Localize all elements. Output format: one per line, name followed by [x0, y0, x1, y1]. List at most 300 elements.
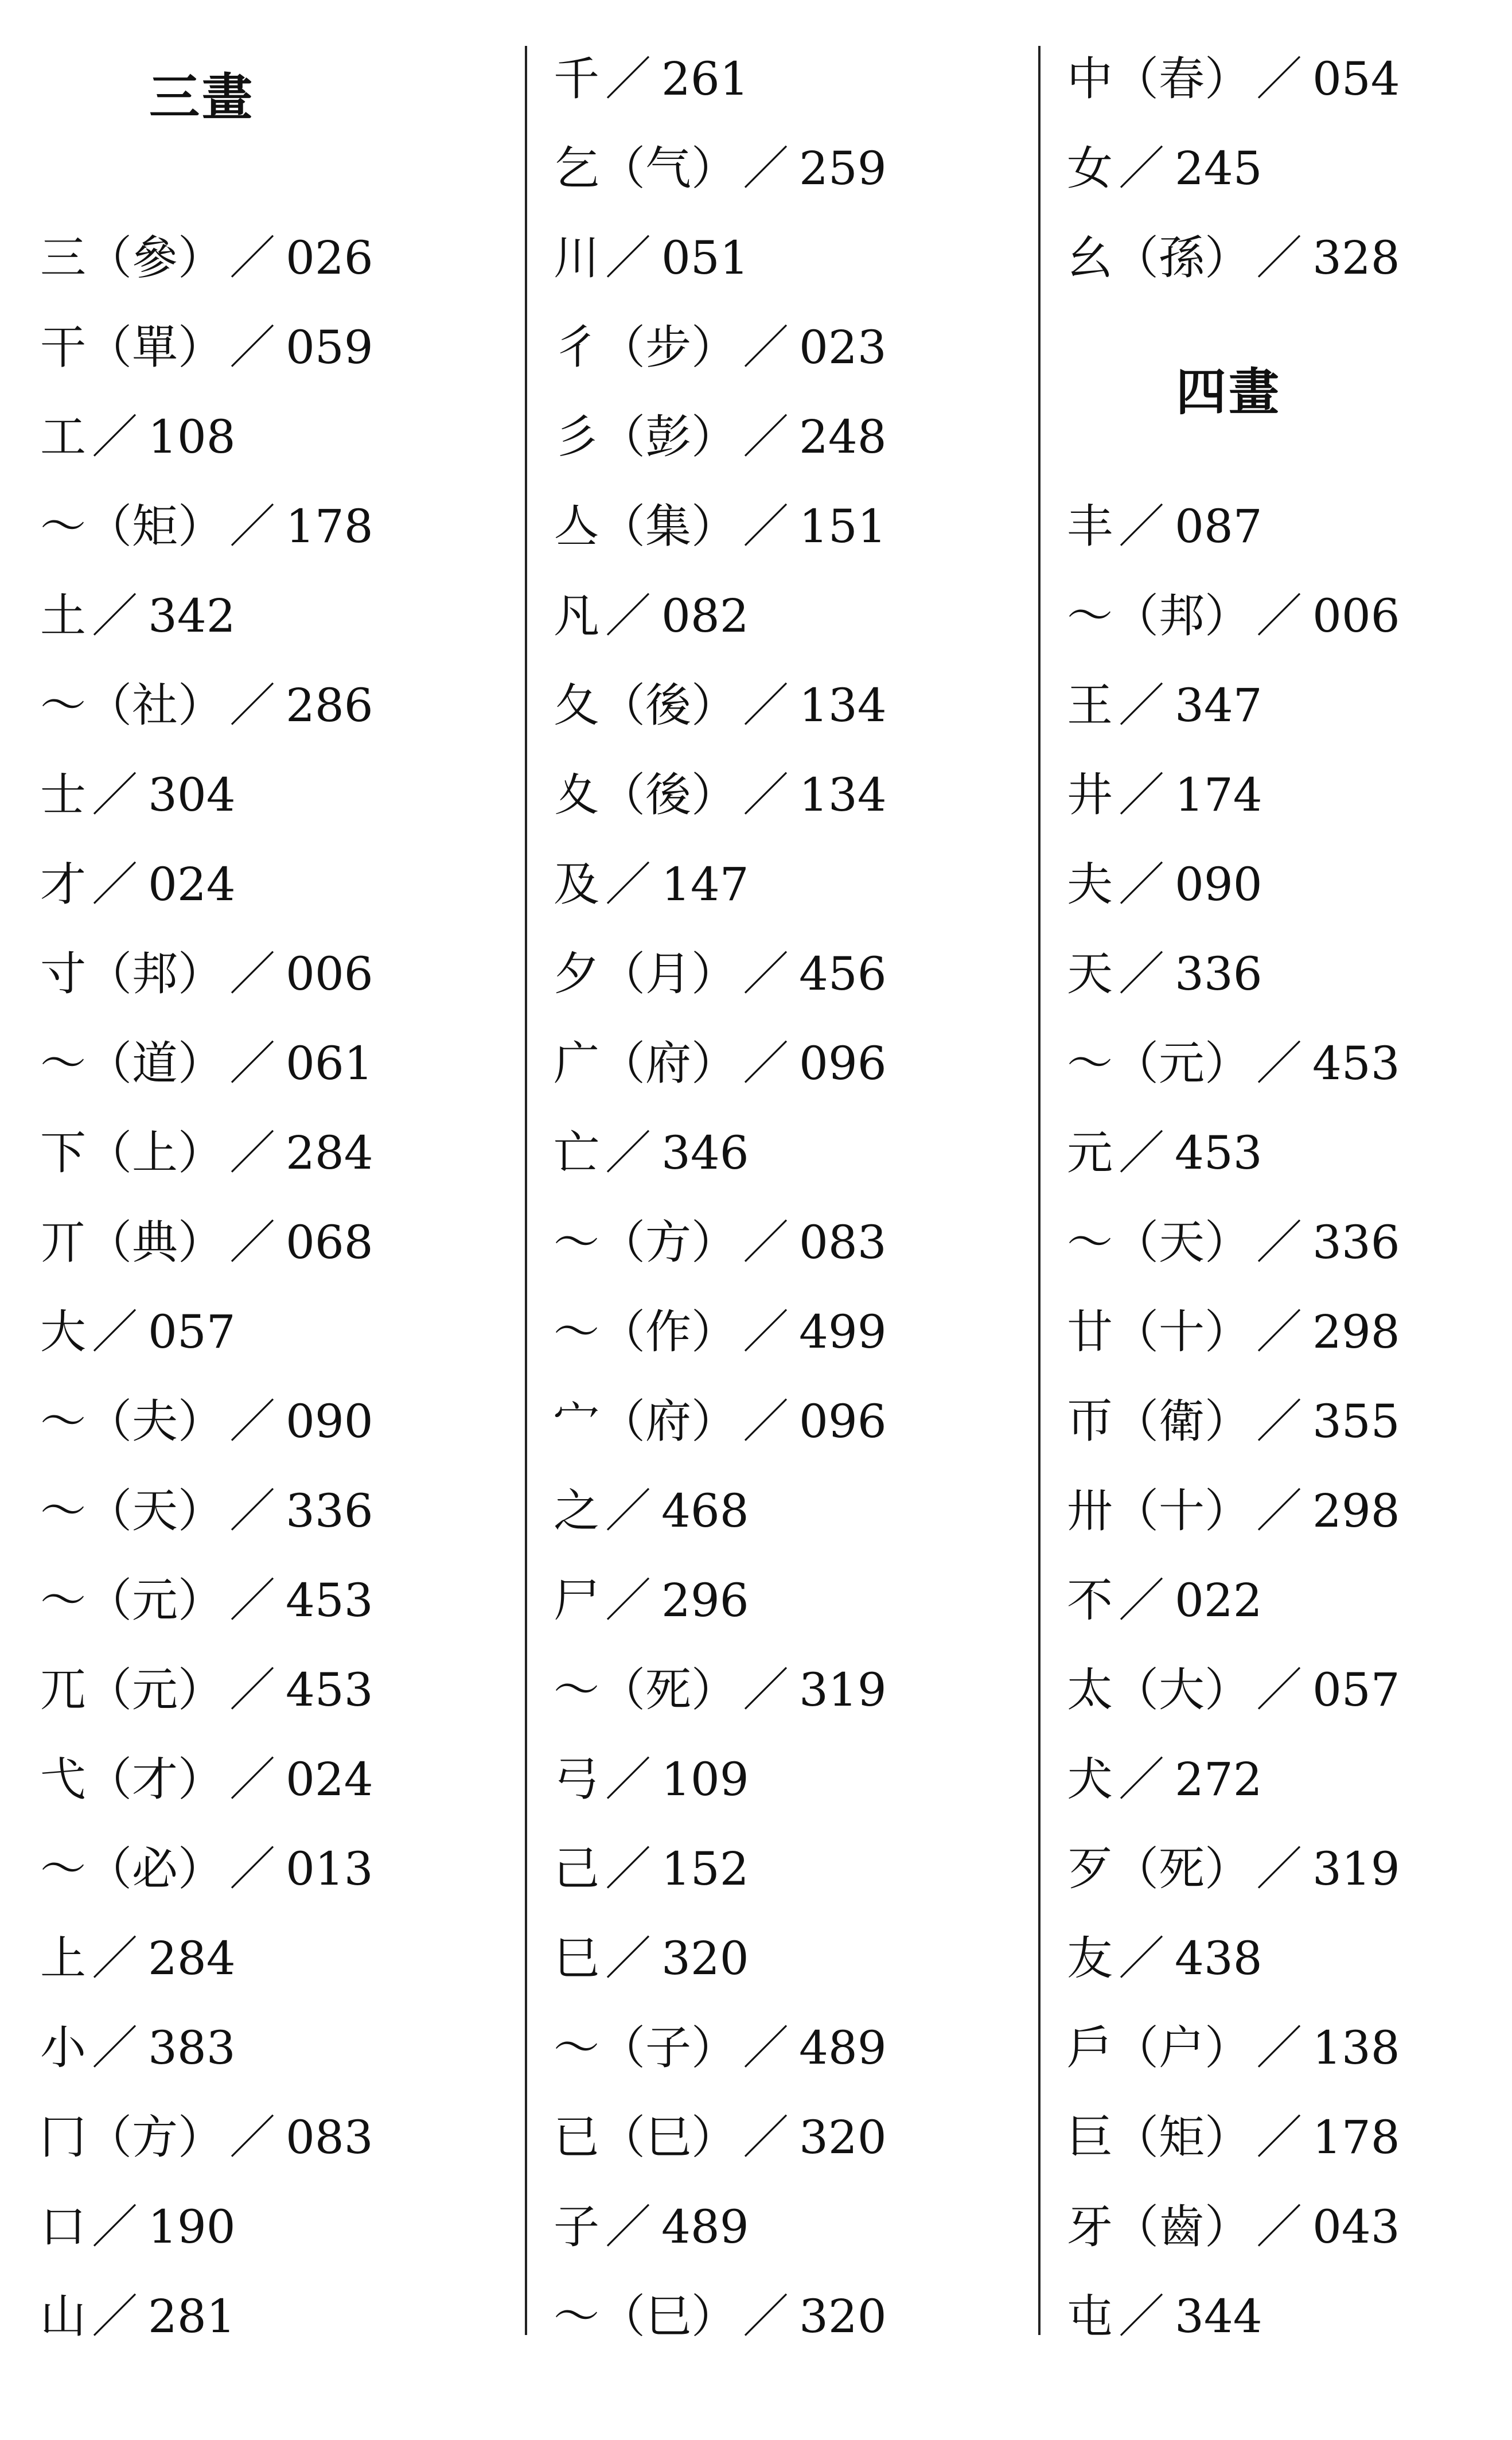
entry-separator: ／ — [92, 2290, 138, 2343]
entry-separator: ／ — [229, 2111, 275, 2164]
entry-character: 女 — [1067, 142, 1113, 195]
entry-page-number: 320 — [799, 2111, 887, 2164]
index-entry — [1067, 1019, 1503, 1108]
entry-page-number: 336 — [1175, 947, 1262, 1001]
entry-character: 川 — [554, 231, 599, 285]
entry-character: 幺（孫） — [1067, 231, 1250, 285]
entry-page-number: 026 — [286, 231, 373, 285]
entry-page-number: 328 — [1312, 231, 1400, 285]
entry-character: 乞（气） — [554, 142, 737, 195]
entry-separator: ／ — [229, 1753, 275, 1806]
index-entry — [554, 929, 1012, 1019]
entry-separator: ／ — [1256, 1395, 1302, 1448]
entry-separator: ／ — [1256, 1663, 1302, 1717]
entry-character: ～（元） — [40, 1574, 224, 1627]
entry-page-number: 453 — [286, 1663, 373, 1717]
index-entry — [554, 1377, 1012, 1466]
entry-page-number: 284 — [286, 1126, 373, 1180]
entry-list — [554, 34, 1012, 2361]
entry-character: 丌（典） — [40, 1216, 224, 1269]
index-entry — [40, 929, 499, 1019]
entry-separator: ／ — [1119, 142, 1164, 195]
index-entry — [1067, 2093, 1503, 2182]
entry-character: 口 — [40, 2200, 86, 2254]
entry-page-number: 006 — [1312, 589, 1400, 643]
index-entry — [40, 1556, 499, 1645]
entry-character: 卅（十） — [1067, 1484, 1250, 1538]
entry-page-number: 489 — [661, 2200, 749, 2254]
entry-character: ～（社） — [40, 679, 224, 732]
entry-separator: ／ — [1119, 2290, 1164, 2343]
entry-page-number: 059 — [286, 321, 373, 374]
entry-character: 之 — [554, 1484, 599, 1538]
index-entry — [554, 1019, 1012, 1108]
entry-character: 才 — [40, 858, 86, 911]
entry-separator: ／ — [605, 1932, 651, 1985]
index-entry — [40, 1287, 499, 1377]
index-entry — [40, 303, 499, 392]
entry-separator: ／ — [229, 1126, 275, 1180]
index-entry — [554, 1556, 1012, 1645]
entry-page-number: 082 — [661, 589, 749, 643]
entry-separator: ／ — [605, 52, 651, 106]
entry-separator: ／ — [229, 1663, 275, 1717]
entry-separator: ／ — [1256, 1037, 1302, 1090]
entry-separator: ／ — [1256, 1484, 1302, 1538]
entry-character: 冂（方） — [40, 2111, 224, 2164]
entry-page-number: 319 — [799, 1663, 887, 1717]
index-entry — [1067, 34, 1503, 124]
entry-separator: ／ — [229, 1484, 275, 1538]
entry-character: 夂（後） — [554, 679, 737, 732]
entry-character: 井 — [1067, 768, 1113, 822]
entry-page-number: 178 — [1312, 2111, 1400, 2164]
entry-character: 彡（彭） — [554, 410, 737, 464]
index-column-3 — [1067, 34, 1503, 2361]
index-entry — [40, 1824, 499, 1914]
entry-page-number: 057 — [148, 1305, 236, 1359]
entry-character: ～（死） — [554, 1663, 737, 1717]
entry-character: ～（天） — [40, 1484, 224, 1538]
entry-character: 丰 — [1067, 500, 1113, 553]
entry-character: ～（夫） — [40, 1395, 224, 1448]
entry-separator: ／ — [92, 1932, 138, 1985]
entry-separator: ／ — [229, 1216, 275, 1269]
entry-separator: ／ — [743, 500, 789, 553]
index-entry — [40, 482, 499, 571]
entry-character: 天 — [1067, 947, 1113, 1001]
index-entry — [1067, 1645, 1503, 1735]
entry-character: 寸（邦） — [40, 947, 224, 1001]
index-entry — [554, 392, 1012, 482]
entry-page-number: 453 — [1175, 1126, 1262, 1180]
index-entry — [554, 571, 1012, 661]
index-entry — [40, 1914, 499, 2003]
entry-character: 亡 — [554, 1126, 599, 1180]
index-entry — [1067, 661, 1503, 750]
index-entry — [554, 2093, 1012, 2182]
section-heading-four-strokes: 四畫 — [1176, 363, 1282, 422]
entry-separator: ／ — [92, 2200, 138, 2254]
index-entry — [554, 1198, 1012, 1287]
index-entry — [40, 213, 499, 303]
index-entry — [554, 1914, 1012, 2003]
entry-page-number: 013 — [286, 1842, 373, 1896]
entry-character: 屯 — [1067, 2290, 1113, 2343]
entry-character: 宀（府） — [554, 1395, 737, 1448]
index-entry — [554, 1735, 1012, 1824]
entry-page-number: 151 — [799, 500, 887, 553]
entry-separator: ／ — [1119, 1753, 1164, 1806]
index-entry — [1067, 1914, 1503, 2003]
index-entry — [40, 1019, 499, 1108]
entry-page-number: 272 — [1175, 1753, 1262, 1806]
entry-page-number: 147 — [661, 858, 749, 911]
index-entry — [1067, 1556, 1503, 1645]
index-entry — [1067, 124, 1503, 213]
entry-page-number: 152 — [661, 1842, 749, 1896]
entry-separator: ／ — [229, 1574, 275, 1627]
entry-character: 兀（元） — [40, 1663, 224, 1717]
entry-separator: ／ — [229, 1037, 275, 1090]
entry-character: ～（邦） — [1067, 589, 1250, 643]
index-entry — [1067, 1735, 1503, 1824]
entry-character: 帀（衛） — [1067, 1395, 1250, 1448]
index-entry — [1067, 1466, 1503, 1556]
entry-page-number: 489 — [799, 2021, 887, 2075]
entry-character: 己 — [554, 1842, 599, 1896]
entry-character: 牙（齒） — [1067, 2200, 1250, 2254]
entry-character: 弓 — [554, 1753, 599, 1806]
entry-page-number: 347 — [1175, 679, 1262, 732]
entry-page-number: 453 — [1312, 1037, 1400, 1090]
entry-separator: ／ — [605, 1574, 651, 1627]
entry-separator: ／ — [743, 947, 789, 1001]
entry-character: 夊（後） — [554, 768, 737, 822]
entry-separator: ／ — [743, 768, 789, 822]
index-entry — [40, 2093, 499, 2182]
index-entry — [40, 1377, 499, 1466]
index-entry — [40, 750, 499, 840]
entry-page-number: 336 — [1312, 1216, 1400, 1269]
index-entry — [1067, 2003, 1503, 2093]
entry-character: 下（上） — [40, 1126, 224, 1180]
entry-character: 彳（步） — [554, 321, 737, 374]
entry-page-number: 051 — [661, 231, 749, 285]
entry-separator: ／ — [1119, 679, 1164, 732]
entry-character: 大 — [40, 1305, 86, 1359]
entry-page-number: 499 — [799, 1305, 887, 1359]
entry-page-number: 298 — [1312, 1305, 1400, 1359]
entry-list — [1067, 482, 1503, 2361]
entry-character: ～（必） — [40, 1842, 224, 1896]
entry-character: 中（春） — [1067, 52, 1250, 106]
entry-page-number: 057 — [1312, 1663, 1400, 1717]
entry-separator: ／ — [1256, 589, 1302, 643]
entry-page-number: 344 — [1175, 2290, 1262, 2343]
entry-page-number: 134 — [799, 768, 887, 822]
entry-list — [40, 213, 499, 2361]
entry-separator: ／ — [229, 1395, 275, 1448]
entry-character: ～（矩） — [40, 500, 224, 553]
entry-separator: ／ — [1119, 500, 1164, 553]
entry-page-number: 319 — [1312, 1842, 1400, 1896]
entry-character: 友 — [1067, 1932, 1113, 1985]
entry-character: 巳 — [554, 1932, 599, 1985]
index-entry — [554, 750, 1012, 840]
entry-separator: ／ — [229, 1842, 275, 1896]
index-entry — [1067, 213, 1503, 303]
index-entry — [1067, 2272, 1503, 2361]
entry-page-number: 304 — [148, 768, 236, 822]
entry-page-number: 109 — [661, 1753, 749, 1806]
entry-separator: ／ — [1256, 231, 1302, 285]
entry-page-number: 320 — [661, 1932, 749, 1985]
entry-character: 不 — [1067, 1574, 1113, 1627]
entry-separator: ／ — [743, 1395, 789, 1448]
entry-list — [1067, 34, 1503, 303]
entry-separator: ／ — [1256, 2021, 1302, 2075]
index-entry — [554, 2003, 1012, 2093]
entry-character: ～（天） — [1067, 1216, 1250, 1269]
column-divider — [525, 46, 527, 2335]
entry-character: 亼（集） — [554, 500, 737, 553]
entry-character: 犬 — [1067, 1753, 1113, 1806]
index-entry — [40, 661, 499, 750]
index-entry — [40, 1108, 499, 1198]
index-entry — [40, 392, 499, 482]
entry-separator: ／ — [605, 2200, 651, 2254]
entry-separator: ／ — [1119, 1574, 1164, 1627]
entry-page-number: 108 — [148, 410, 236, 464]
index-entry — [1067, 929, 1503, 1019]
entry-page-number: 024 — [286, 1753, 373, 1806]
index-entry — [1067, 1287, 1503, 1377]
entry-page-number: 024 — [148, 858, 236, 911]
index-entry — [554, 34, 1012, 124]
index-column-2 — [554, 34, 1012, 2361]
index-entry — [554, 2272, 1012, 2361]
entry-page-number: 068 — [286, 1216, 373, 1269]
entry-page-number: 355 — [1312, 1395, 1400, 1448]
entry-page-number: 138 — [1312, 2021, 1400, 2075]
entry-page-number: 054 — [1312, 52, 1400, 106]
entry-separator: ／ — [1119, 1126, 1164, 1180]
entry-character: 歹（死） — [1067, 1842, 1250, 1896]
entry-separator: ／ — [92, 2021, 138, 2075]
entry-page-number: 090 — [286, 1395, 373, 1448]
index-entry — [40, 1466, 499, 1556]
entry-page-number: 083 — [799, 1216, 887, 1269]
entry-separator: ／ — [92, 858, 138, 911]
index-entry — [40, 1645, 499, 1735]
entry-character: 三（參） — [40, 231, 224, 285]
entry-separator: ／ — [743, 679, 789, 732]
entry-character: 廿（十） — [1067, 1305, 1250, 1359]
entry-page-number: 298 — [1312, 1484, 1400, 1538]
entry-character: ～（作） — [554, 1305, 737, 1359]
entry-character: ～（道） — [40, 1037, 224, 1090]
entry-separator: ／ — [743, 2290, 789, 2343]
entry-page-number: 043 — [1312, 2200, 1400, 2254]
entry-separator: ／ — [92, 768, 138, 822]
entry-page-number: 336 — [286, 1484, 373, 1538]
entry-separator: ／ — [1256, 2111, 1302, 2164]
entry-page-number: 342 — [148, 589, 236, 643]
entry-page-number: 023 — [799, 321, 887, 374]
column-divider — [1038, 46, 1041, 2335]
entry-character: ～（子） — [554, 2021, 737, 2075]
entry-page-number: 438 — [1175, 1932, 1262, 1985]
entry-separator: ／ — [743, 410, 789, 464]
entry-character: 元 — [1067, 1126, 1113, 1180]
entry-page-number: 096 — [799, 1037, 887, 1090]
entry-separator: ／ — [1256, 52, 1302, 106]
entry-page-number: 468 — [661, 1484, 749, 1538]
entry-separator: ／ — [605, 231, 651, 285]
entry-page-number: 134 — [799, 679, 887, 732]
index-entry — [554, 1108, 1012, 1198]
entry-page-number: 174 — [1175, 768, 1262, 822]
entry-character: ～（方） — [554, 1216, 737, 1269]
entry-separator: ／ — [743, 1037, 789, 1090]
entry-page-number: 346 — [661, 1126, 749, 1180]
entry-character: ～（元） — [1067, 1037, 1250, 1090]
entry-character: 小 — [40, 2021, 86, 2075]
entry-page-number: 456 — [799, 947, 887, 1001]
entry-character: 尸 — [554, 1574, 599, 1627]
entry-separator: ／ — [1256, 2200, 1302, 2254]
entry-separator: ／ — [743, 1216, 789, 1269]
entry-character: 巨（矩） — [1067, 2111, 1250, 2164]
entry-separator: ／ — [605, 1753, 651, 1806]
index-entry — [1067, 1198, 1503, 1287]
entry-separator: ／ — [605, 1842, 651, 1896]
index-entry — [40, 2272, 499, 2361]
entry-separator: ／ — [229, 500, 275, 553]
entry-character: 广（府） — [554, 1037, 737, 1090]
entry-character: 弋（才） — [40, 1753, 224, 1806]
index-entry — [554, 2182, 1012, 2272]
entry-character: 子 — [554, 2200, 599, 2254]
entry-separator: ／ — [1119, 768, 1164, 822]
entry-separator: ／ — [605, 1126, 651, 1180]
entry-separator: ／ — [605, 1484, 651, 1538]
entry-character: 士 — [40, 768, 86, 822]
entry-page-number: 261 — [661, 52, 749, 106]
index-entry — [40, 2003, 499, 2093]
entry-separator: ／ — [743, 2021, 789, 2075]
index-entry — [554, 1645, 1012, 1735]
entry-character: 及 — [554, 858, 599, 911]
entry-page-number: 006 — [286, 947, 373, 1001]
entry-page-number: 281 — [148, 2290, 236, 2343]
entry-page-number: 286 — [286, 679, 373, 732]
index-entry — [1067, 2182, 1503, 2272]
entry-separator: ／ — [1256, 1842, 1302, 1896]
index-entry — [554, 840, 1012, 929]
entry-character: 戶（户） — [1067, 2021, 1250, 2075]
entry-character: ～（巳） — [554, 2290, 737, 2343]
entry-separator: ／ — [229, 321, 275, 374]
entry-separator: ／ — [743, 2111, 789, 2164]
index-entry — [1067, 1108, 1503, 1198]
entry-separator: ／ — [743, 142, 789, 195]
entry-character: 凡 — [554, 589, 599, 643]
entry-page-number: 087 — [1175, 500, 1262, 553]
section-heading-three-strokes: 三畫 — [149, 68, 255, 127]
index-entry — [40, 1198, 499, 1287]
index-entry — [1067, 750, 1503, 840]
entry-separator: ／ — [229, 947, 275, 1001]
index-entry — [1067, 571, 1503, 661]
index-entry — [1067, 1377, 1503, 1466]
entry-character: 夕（月） — [554, 947, 737, 1001]
entry-separator: ／ — [1256, 1216, 1302, 1269]
entry-character: 已（巳） — [554, 2111, 737, 2164]
entry-separator: ／ — [229, 231, 275, 285]
entry-page-number: 190 — [148, 2200, 236, 2254]
entry-separator: ／ — [743, 321, 789, 374]
entry-separator: ／ — [1119, 947, 1164, 1001]
entry-separator: ／ — [1119, 858, 1164, 911]
entry-separator: ／ — [229, 679, 275, 732]
entry-page-number: 090 — [1175, 858, 1262, 911]
entry-separator: ／ — [92, 410, 138, 464]
entry-separator: ／ — [92, 1305, 138, 1359]
entry-page-number: 178 — [286, 500, 373, 553]
index-entry — [554, 1824, 1012, 1914]
entry-character: 上 — [40, 1932, 86, 1985]
index-entry — [40, 840, 499, 929]
index-entry — [554, 303, 1012, 392]
index-entry — [40, 571, 499, 661]
entry-separator: ／ — [605, 589, 651, 643]
entry-separator: ／ — [743, 1663, 789, 1717]
index-entry — [554, 1466, 1012, 1556]
index-entry — [1067, 482, 1503, 571]
entry-separator: ／ — [1256, 1305, 1302, 1359]
entry-character: 千 — [554, 52, 599, 106]
entry-character: 土 — [40, 589, 86, 643]
entry-page-number: 022 — [1175, 1574, 1262, 1627]
entry-separator: ／ — [92, 589, 138, 643]
index-entry — [40, 1735, 499, 1824]
entry-page-number: 296 — [661, 1574, 749, 1627]
entry-page-number: 383 — [148, 2021, 236, 2075]
index-entry — [554, 482, 1012, 571]
index-entry — [1067, 840, 1503, 929]
entry-page-number: 061 — [286, 1037, 373, 1090]
entry-page-number: 083 — [286, 2111, 373, 2164]
entry-character: 王 — [1067, 679, 1113, 732]
index-column-1 — [40, 34, 499, 2361]
index-entry — [554, 213, 1012, 303]
entry-separator: ／ — [605, 858, 651, 911]
index-entry — [554, 1287, 1012, 1377]
index-entry — [40, 2182, 499, 2272]
entry-character: 干（單） — [40, 321, 224, 374]
index-entry — [554, 124, 1012, 213]
entry-character: 太（大） — [1067, 1663, 1250, 1717]
entry-page-number: 284 — [148, 1932, 236, 1985]
entry-page-number: 245 — [1175, 142, 1262, 195]
index-entry — [554, 661, 1012, 750]
entry-page-number: 453 — [286, 1574, 373, 1627]
entry-character: 工 — [40, 410, 86, 464]
entry-character: 山 — [40, 2290, 86, 2343]
entry-character: 夫 — [1067, 858, 1113, 911]
